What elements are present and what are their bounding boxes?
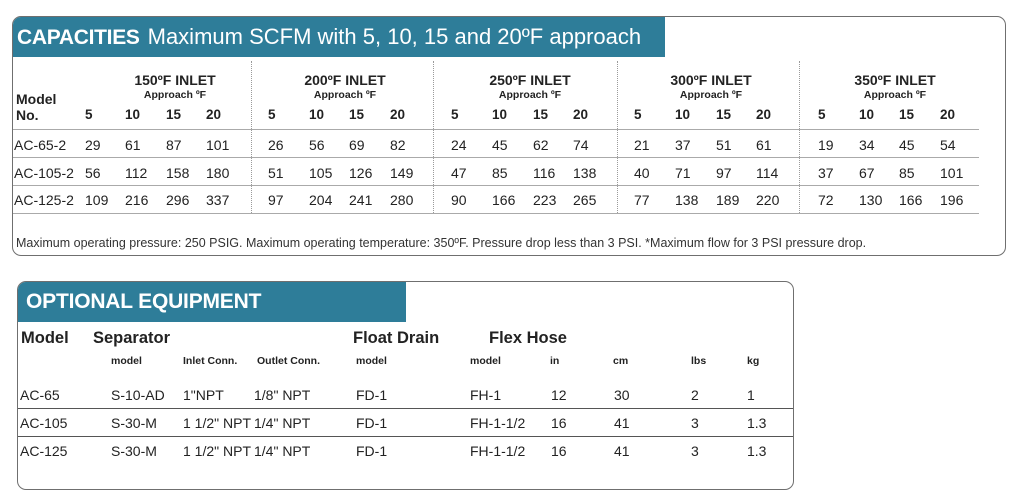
inlet-200-header: 200ºF INLET (304, 72, 386, 88)
approach-header: 10 (309, 107, 325, 122)
approach-header: 15 (166, 107, 182, 122)
approach-header: 10 (125, 107, 141, 122)
optional-equipment-panel (17, 281, 794, 490)
equipment-cell-kg: 1 (747, 387, 755, 403)
capacity-cell: 216 (125, 192, 149, 208)
capacity-cell: 223 (533, 192, 557, 208)
capacity-cell: 85 (492, 165, 508, 181)
equipment-cell-inlet: 1"NPT (183, 387, 224, 403)
eq-separator-header: Separator (93, 329, 171, 347)
capacity-cell: 166 (492, 192, 516, 208)
inlet-250-header: 250ºF INLET (489, 72, 571, 88)
eq-flex-hose-header: Flex Hose (489, 329, 567, 347)
capacity-cell: 19 (818, 137, 834, 153)
equipment-cell-fd-model: FD-1 (356, 415, 388, 431)
capacity-cell: 74 (573, 137, 589, 153)
approach-header: 5 (451, 107, 459, 122)
capacity-cell: 47 (451, 165, 467, 181)
capacity-cell: 97 (268, 192, 284, 208)
row-divider (13, 129, 979, 130)
equipment-cell-outlet: 1/8" NPT (254, 387, 311, 403)
inlet-350-header: 350ºF INLET (854, 72, 936, 88)
capacity-cell: 196 (940, 192, 964, 208)
capacity-cell: 61 (756, 137, 772, 153)
capacity-cell: 280 (390, 192, 414, 208)
capacity-cell: 45 (899, 137, 915, 153)
eq-row-divider (18, 436, 793, 437)
equipment-cell-model: AC-105 (20, 415, 68, 431)
equipment-cell-fd-model: FD-1 (356, 443, 388, 459)
capacity-cell: 101 (206, 137, 230, 153)
approach-header: 15 (716, 107, 732, 122)
capacity-row-model: AC-65-2 (14, 137, 67, 153)
equipment-cell-in: 16 (551, 443, 567, 459)
capacity-cell: 37 (818, 165, 834, 181)
approach-header: 20 (573, 107, 589, 122)
eq-lbs-subheader: lbs (691, 355, 707, 367)
capacities-title-bold: CAPACITIES (17, 26, 140, 49)
equipment-cell-inlet: 1 1/2" NPT (183, 415, 251, 431)
capacities-panel (12, 16, 1006, 256)
capacity-cell: 337 (206, 192, 230, 208)
approach-350-header: Approach ºF (863, 89, 927, 101)
capacity-cell: 130 (859, 192, 883, 208)
capacities-title (13, 17, 665, 57)
capacity-cell: 77 (634, 192, 650, 208)
approach-300-header: Approach ºF (679, 89, 743, 101)
approach-header: 5 (818, 107, 826, 122)
capacity-cell: 26 (268, 137, 284, 153)
equipment-title: OPTIONAL EQUIPMENT (18, 282, 406, 322)
capacity-cell: 85 (899, 165, 915, 181)
eq-row-divider (18, 408, 793, 409)
equipment-cell-kg: 1.3 (747, 443, 767, 459)
equipment-cell-fh-model: FH-1-1/2 (470, 415, 526, 431)
eq-sep-model-subheader: model (111, 355, 142, 367)
capacity-cell: 71 (675, 165, 691, 181)
capacity-cell: 29 (85, 137, 101, 153)
capacity-cell: 62 (533, 137, 549, 153)
capacity-cell: 105 (309, 165, 333, 181)
eq-in-subheader: in (550, 355, 560, 367)
capacities-title-rest: Maximum SCFM with 5, 10, 15 and 20ºF approach (147, 24, 642, 49)
capacity-cell: 82 (390, 137, 406, 153)
approach-header: 10 (492, 107, 508, 122)
equipment-cell-outlet: 1/4" NPT (254, 415, 311, 431)
capacities-note: Maximum operating pressure: 250 PSIG. Maximum operating temperature: 350ºF. Pressure drop less than 3 PSI. *Maximum flow for 3 PSI pressure drop. (16, 236, 867, 250)
approach-header: 15 (899, 107, 915, 122)
capacity-cell: 166 (899, 192, 923, 208)
capacity-cell: 69 (349, 137, 365, 153)
capacity-cell: 265 (573, 192, 597, 208)
equipment-cell-lbs: 3 (691, 443, 699, 459)
capacity-cell: 72 (818, 192, 834, 208)
capacity-cell: 116 (533, 165, 556, 181)
approach-header: 5 (634, 107, 642, 122)
capacity-row-model: AC-105-2 (14, 165, 74, 181)
eq-outlet-subheader: Outlet Conn. (257, 355, 320, 367)
equipment-cell-model: AC-125 (20, 443, 68, 459)
capacity-cell: 114 (756, 165, 779, 181)
model-no-header (16, 91, 56, 123)
capacity-cell: 138 (675, 192, 699, 208)
group-separator (433, 61, 434, 213)
row-divider (13, 185, 979, 186)
model-header-line2: No. (16, 107, 39, 123)
capacity-cell: 24 (451, 137, 467, 153)
equipment-cell-in: 16 (551, 415, 567, 431)
inlet-300-header: 300ºF INLET (670, 72, 752, 88)
approach-header: 10 (859, 107, 875, 122)
capacity-cell: 101 (940, 165, 964, 181)
approach-header: 10 (675, 107, 691, 122)
capacity-cell: 34 (859, 137, 875, 153)
approach-header: 20 (940, 107, 956, 122)
equipment-cell-fh-model: FH-1 (470, 387, 502, 403)
capacity-cell: 138 (573, 165, 597, 181)
capacity-cell: 37 (675, 137, 691, 153)
capacity-cell: 296 (166, 192, 190, 208)
eq-cm-subheader: cm (613, 355, 629, 367)
capacity-cell: 51 (268, 165, 284, 181)
equipment-cell-sep-model: S-10-AD (111, 387, 165, 403)
equipment-cell-sep-model: S-30-M (111, 415, 157, 431)
capacity-cell: 149 (390, 165, 414, 181)
capacity-cell: 126 (349, 165, 373, 181)
capacity-cell: 189 (716, 192, 740, 208)
model-header-line1: Model (16, 91, 57, 107)
capacity-cell: 97 (716, 165, 732, 181)
equipment-cell-cm: 41 (614, 443, 630, 459)
approach-header: 15 (349, 107, 365, 122)
equipment-cell-lbs: 3 (691, 415, 699, 431)
approach-header: 20 (206, 107, 222, 122)
capacity-cell: 54 (940, 137, 956, 153)
eq-inlet-subheader: Inlet Conn. (183, 355, 238, 367)
capacity-cell: 56 (309, 137, 325, 153)
approach-200-header: Approach ºF (313, 89, 377, 101)
capacity-cell: 220 (756, 192, 780, 208)
capacity-row-model: AC-125-2 (14, 192, 74, 208)
inlet-150-header: 150ºF INLET (134, 72, 216, 88)
row-divider (13, 213, 979, 214)
group-separator (799, 61, 800, 213)
capacity-cell: 45 (492, 137, 508, 153)
capacity-cell: 51 (716, 137, 732, 153)
approach-150-header: Approach ºF (143, 89, 207, 101)
equipment-cell-model: AC-65 (20, 387, 60, 403)
group-separator (251, 61, 252, 213)
group-separator (617, 61, 618, 213)
capacity-cell: 40 (634, 165, 650, 181)
approach-header: 20 (390, 107, 406, 122)
equipment-cell-cm: 41 (614, 415, 630, 431)
capacity-cell: 112 (125, 165, 148, 181)
approach-header: 15 (533, 107, 549, 122)
capacity-cell: 109 (85, 192, 109, 208)
capacity-cell: 21 (634, 137, 650, 153)
capacity-cell: 56 (85, 165, 101, 181)
equipment-cell-sep-model: S-30-M (111, 443, 157, 459)
equipment-cell-cm: 30 (614, 387, 630, 403)
capacity-cell: 87 (166, 137, 182, 153)
equipment-cell-kg: 1.3 (747, 415, 767, 431)
eq-model-header: Model (21, 329, 69, 347)
eq-fd-model-subheader: model (356, 355, 387, 367)
capacity-cell: 61 (125, 137, 141, 153)
approach-header: 5 (268, 107, 276, 122)
capacity-cell: 241 (349, 192, 373, 208)
eq-kg-subheader: kg (747, 355, 760, 367)
capacity-cell: 180 (206, 165, 230, 181)
approach-header: 5 (85, 107, 93, 122)
approach-250-header: Approach ºF (498, 89, 562, 101)
approach-header: 20 (756, 107, 772, 122)
capacity-cell: 90 (451, 192, 467, 208)
eq-float-drain-header: Float Drain (353, 329, 440, 347)
capacity-cell: 67 (859, 165, 875, 181)
row-divider (13, 157, 979, 158)
capacity-cell: 158 (166, 165, 190, 181)
equipment-cell-inlet: 1 1/2" NPT (183, 443, 251, 459)
eq-fh-model-subheader: model (470, 355, 501, 367)
equipment-cell-in: 12 (551, 387, 567, 403)
capacity-cell: 204 (309, 192, 333, 208)
equipment-cell-lbs: 2 (691, 387, 699, 403)
equipment-cell-fd-model: FD-1 (356, 387, 388, 403)
equipment-cell-outlet: 1/4" NPT (254, 443, 311, 459)
equipment-cell-fh-model: FH-1-1/2 (470, 443, 526, 459)
